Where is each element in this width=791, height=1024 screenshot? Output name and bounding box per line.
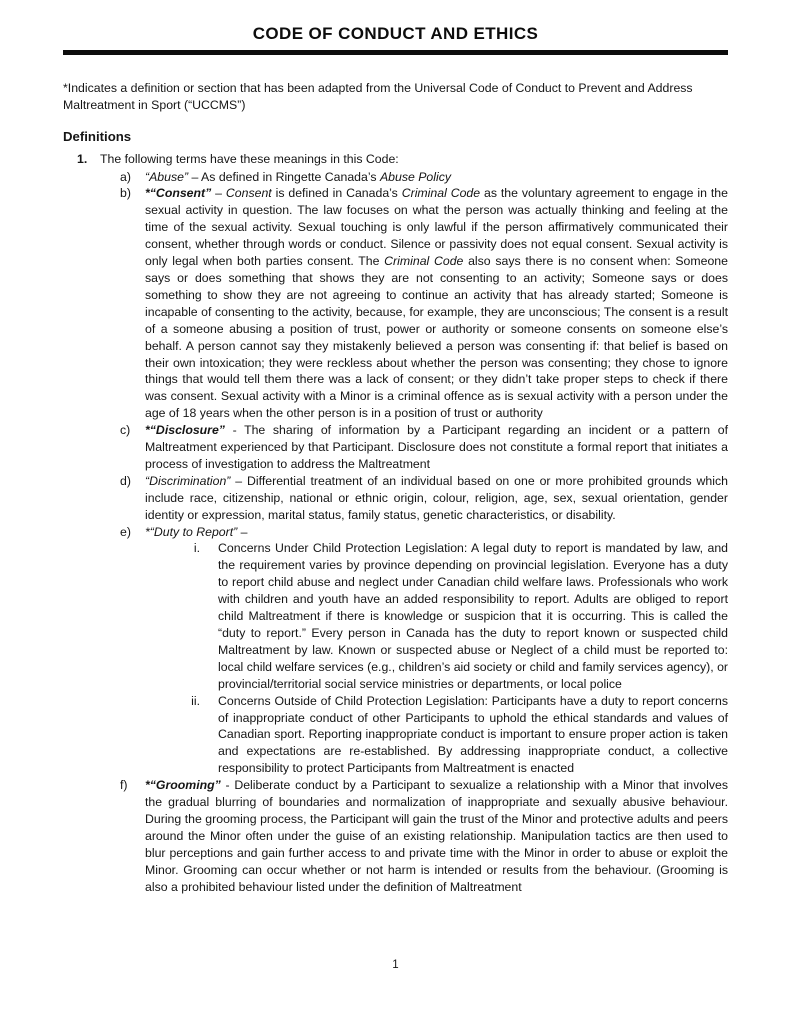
definitions-heading: Definitions	[63, 128, 132, 144]
text-segment: –	[211, 186, 226, 201]
definition-paragraph	[145, 169, 728, 186]
text-segment: Abuse Policy	[379, 169, 452, 184]
definition-item-duty-to-report	[63, 524, 728, 778]
sub-item-marker: ii.	[191, 693, 200, 708]
text-segment: – Differential treatment of an individual based on one or more prohibited grounds which include race, citizenship, national or ethnic origin, colour, religion, age, sex, sexual orientation, gender identity or expression, marital status, family status, genetic characteristics, or disability.	[145, 473, 728, 522]
text-segment: - Deliberate conduct by a Participant to sexualize a relationship with a Minor that involves the gradual blurring of boundaries and normalization of inappropriate and sexually abusive behaviour. During the grooming process, the Participant will gain the trust of the Minor and protective adults and peers around the Minor often under the guise of an existing relationship. Manipulation tactics are then used to blur perceptions and gain further access to and private time with the Minor in order to abuse or exploit the Minor. Grooming can occur whether or not harm is intended or results from the behaviour. (Grooming is also a prohibited behaviour listed under the definition of Maltreatment	[145, 778, 728, 894]
definition-paragraph	[145, 777, 728, 895]
definition-marker: f)	[120, 778, 128, 793]
text-segment: “Abuse”	[145, 169, 189, 184]
definition-paragraph	[145, 422, 728, 473]
definition-paragraph	[145, 524, 728, 541]
text-segment: *“Grooming”	[145, 778, 221, 793]
list-number: 1.	[77, 151, 88, 166]
definition-text	[145, 185, 728, 422]
text-segment: - The sharing of information by a Participant regarding an incident or a pattern of Maltreatment experienced by that Participant. Disclosure does not constitute a formal report that initiates a process of investigation to address the Maltreatment	[145, 423, 728, 471]
definition-paragraph	[145, 185, 728, 422]
text-segment: “Discrimination”	[145, 473, 231, 488]
adaptation-note: *Indicates a definition or section that has been adapted from the Universal Code of Conduct to Prevent and Address Maltreatment in Sport (“UCCMS”)	[63, 80, 693, 112]
definition-item-grooming	[63, 777, 728, 895]
title-rule	[63, 50, 728, 55]
sub-item-text	[218, 693, 728, 778]
definition-marker: a)	[120, 169, 131, 184]
definition-text	[145, 169, 728, 186]
text-segment: is defined in Canada’s	[271, 186, 402, 201]
definition-marker: d)	[120, 473, 131, 488]
text-segment: also says there is no consent when: Someone says or does something that shows they are not consenting to an activity; Someone says or does something to show they are not agreeing to continue an activity that has already started; Someone is incapable of consenting to the activity, because, for example, they are unconscious; The consent is a result of a someone abusing a position of trust, power or authority or someone consents on someone else’s behalf. A person cannot say they mistakenly believed a person was consenting if: that belief is based on their own intoxication; they were reckless about whether the person was consenting; they chose to ignore things that would tell them there was a lack of consent; or they didn’t take proper steps to check if there was consent. Sexual activity with a Minor is a criminal offence as is sexual activity with a person under the age of 18 years when the other person is in a position of trust or authority	[145, 254, 728, 421]
text-segment: *“Duty to Report”	[145, 524, 238, 539]
definition-paragraph	[145, 473, 728, 524]
definition-text	[145, 473, 728, 524]
definition-item-disclosure	[63, 422, 728, 473]
text-segment: *“Consent”	[145, 186, 212, 201]
definition-text	[145, 524, 728, 778]
definition-item-consent	[63, 185, 728, 422]
definition-item-abuse	[63, 169, 728, 186]
sub-item-marker: i.	[193, 541, 200, 556]
sub-definition-item	[145, 693, 728, 778]
definition-marker: b)	[120, 186, 131, 201]
text-segment: – As defined in Ringette Canada’s	[188, 169, 380, 184]
text-segment: Consent	[225, 186, 272, 201]
text-segment: Criminal Code	[384, 254, 464, 269]
text-segment: Concerns Outside of Child Protection Legislation: Participants have a duty to report concerns of inappropriate conduct of other Participants to uphold the ethical standards and values of Canadian sport. Reporting inappropriate conduct is important to ensure proper action is taken and expectations are re-established. By addressing inappropriate conduct, a collective responsibility to protect Participants from Maltreatment is enacted	[218, 693, 728, 776]
text-segment: Concerns Under Child Protection Legislation: A legal duty to report is mandated by law, and the requirement varies by province depending on provincial legislation. Everyone has a duty to report child abuse and neglect under Canadian child welfare laws. Professionals who work with children and youth have an added responsibility to report. Adults are obliged to report child Maltreatment if there is knowledge or suspicion that it is occurring. This is called the “duty to report.” Every person in Canada has the duty to report known or suspected child Maltreatment by law. Known or suspected abuse or Neglect of a child must be reported to: local child welfare services (e.g., children’s aid society or child and family services agency), or provincial/territorial social service ministries or departments, or local police	[218, 541, 728, 691]
sub-item-text	[218, 540, 728, 692]
list-intro-text: The following terms have these meanings in this Code:	[100, 151, 399, 166]
definition-text	[145, 422, 728, 473]
definitions-list	[63, 169, 728, 896]
document-title: CODE OF CONDUCT AND ETHICS	[252, 24, 539, 43]
sub-definition-item	[145, 540, 728, 692]
definition-item-discrimination	[63, 473, 728, 524]
definition-marker: e)	[120, 524, 131, 539]
page-number: 1	[392, 959, 399, 972]
definition-text	[145, 777, 728, 895]
document-header	[63, 26, 728, 55]
text-segment: –	[237, 524, 248, 539]
numbered-list-item-1	[63, 151, 728, 168]
definition-marker: c)	[120, 423, 131, 438]
text-segment: as the voluntary agreement to engage in the sexual activity in question. The law focuses on what the person was actually thinking and feeling at the time of the sexual activity. Sexual touching is only lawful if the person affirmatively communicated their consent, whether through words or conduct. Silence or passivity does not equal consent. Sexual activity is only legal when both parties consent. The	[145, 186, 728, 269]
text-segment: Criminal Code	[401, 186, 481, 201]
text-segment: *“Disclosure”	[145, 423, 225, 438]
page-footer	[0, 957, 791, 974]
